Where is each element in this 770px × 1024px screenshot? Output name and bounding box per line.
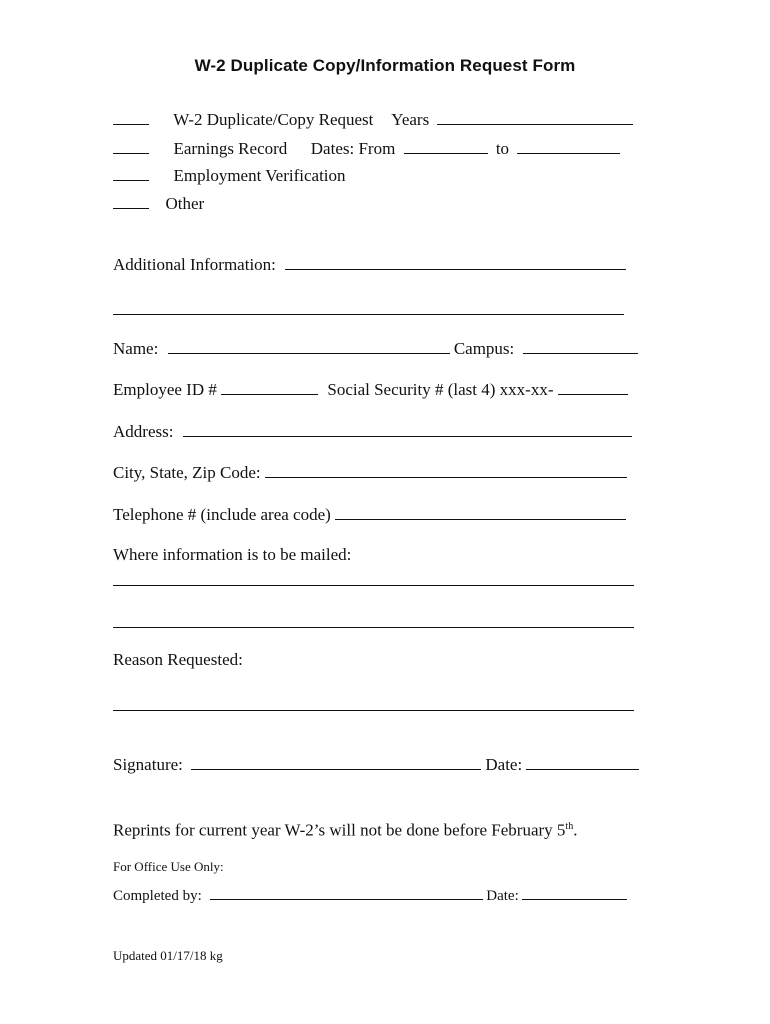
check-blank-earnings[interactable]	[113, 139, 149, 154]
completed-date-label: Date:	[486, 888, 519, 904]
reason-label: Reason Requested:	[113, 650, 243, 669]
name-row	[113, 338, 638, 359]
city-field[interactable]	[265, 462, 627, 478]
check-blank-employment[interactable]	[113, 166, 149, 181]
telephone-row	[113, 504, 626, 525]
updated-footer: Updated 01/17/18 kg	[113, 948, 223, 963]
completed-by-label: Completed by:	[113, 888, 202, 904]
campus-field[interactable]	[523, 338, 638, 354]
date-from-field[interactable]	[404, 138, 488, 154]
check-blank-other[interactable]	[113, 194, 149, 209]
mailed-row	[113, 545, 351, 565]
dates-to-label: to	[495, 139, 510, 158]
additional-info-line-2[interactable]	[113, 314, 624, 315]
address-field[interactable]	[183, 421, 632, 437]
completed-row	[113, 886, 627, 906]
reprint-notice-end: .	[573, 820, 578, 840]
reprint-notice	[113, 817, 577, 841]
ssn-label: Social Security # (last 4) xxx-xx-	[327, 380, 554, 399]
option-other	[113, 194, 204, 214]
ssn-field[interactable]	[558, 379, 628, 395]
dates-from-label: Dates: From	[310, 139, 396, 158]
campus-label: Campus:	[453, 339, 515, 358]
option-w2-copy	[113, 109, 633, 130]
reprint-notice-sup: th	[565, 821, 574, 832]
name-label: Name:	[113, 339, 159, 358]
address-row	[113, 421, 632, 442]
address-label: Address:	[113, 422, 174, 441]
signature-date-field[interactable]	[526, 754, 639, 770]
additional-info-row	[113, 254, 626, 275]
completed-by-field[interactable]	[210, 886, 483, 900]
city-row	[113, 462, 627, 483]
reprint-notice-text: Reprints for current year W-2’s will not be done before February 5	[113, 820, 566, 840]
date-to-field[interactable]	[517, 138, 620, 154]
option-w2-copy-label: W-2 Duplicate/Copy Request	[173, 110, 374, 129]
reason-line[interactable]	[113, 710, 634, 711]
option-employment-label: Employment Verification	[173, 166, 346, 185]
mailed-line-1[interactable]	[113, 585, 634, 586]
mailed-line-2[interactable]	[113, 627, 634, 628]
signature-field[interactable]	[191, 754, 481, 770]
additional-info-field[interactable]	[285, 254, 626, 270]
signature-row	[113, 754, 639, 775]
mailed-label: Where information is to be mailed:	[113, 545, 352, 564]
option-other-label: Other	[165, 194, 205, 213]
option-earnings	[113, 138, 620, 159]
signature-label: Signature:	[113, 755, 183, 774]
employee-id-label: Employee ID #	[113, 380, 217, 399]
id-row	[113, 379, 628, 400]
years-field[interactable]	[437, 109, 633, 125]
name-field[interactable]	[168, 338, 450, 354]
signature-date-label: Date:	[485, 755, 523, 774]
form-title: W-2 Duplicate Copy/Information Request Form	[194, 56, 576, 75]
years-label: Years	[391, 110, 430, 129]
option-employment	[113, 166, 346, 186]
telephone-label: Telephone # (include area code)	[113, 505, 331, 524]
check-blank-w2-copy[interactable]	[113, 110, 149, 125]
city-label: City, State, Zip Code:	[113, 463, 261, 482]
telephone-field[interactable]	[335, 504, 626, 520]
reason-row	[113, 650, 243, 670]
employee-id-field[interactable]	[221, 379, 318, 395]
completed-date-field[interactable]	[522, 886, 627, 900]
additional-info-label: Additional Information:	[113, 255, 276, 274]
option-earnings-label: Earnings Record	[173, 139, 288, 158]
office-use-heading: For Office Use Only:	[113, 859, 224, 874]
